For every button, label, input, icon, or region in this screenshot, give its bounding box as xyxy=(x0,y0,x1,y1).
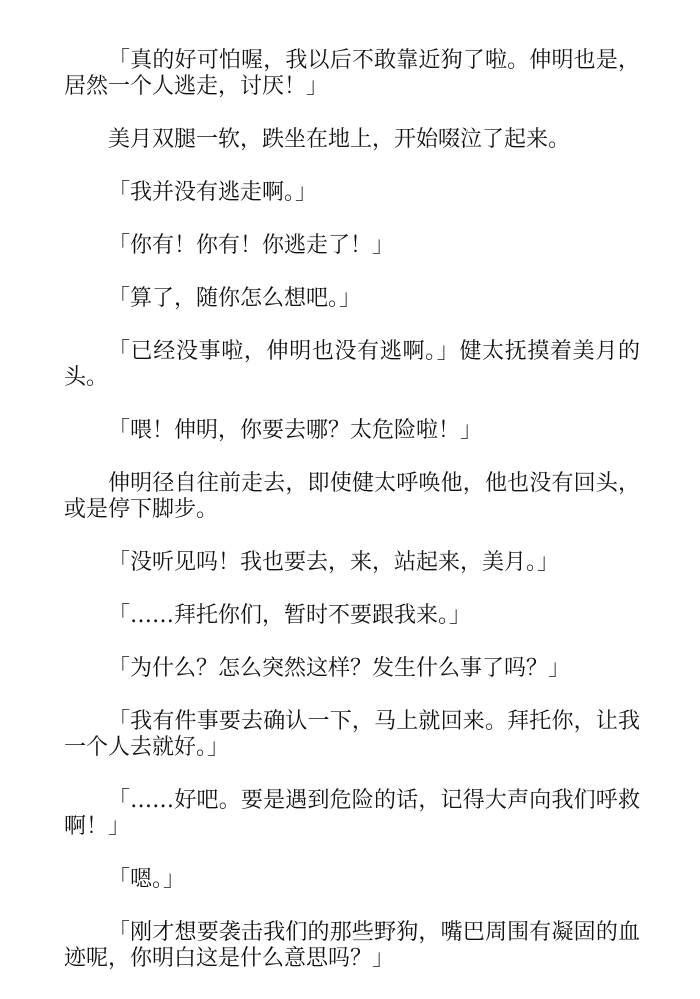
paragraph: 「刚才想要袭击我们的那些野狗，嘴巴周围有凝固的血迹呢，你明白这是什么意思吗？」 xyxy=(64,920,640,971)
paragraph: 「喂！伸明，你要去哪？太危险啦！」 xyxy=(108,418,483,443)
paragraph: 「为什么？怎么突然这样？发生什么事了吗？」 xyxy=(108,656,571,681)
paragraph: 「我并没有逃走啊。」 xyxy=(108,180,318,205)
paragraph: 「算了，随你怎么想吧。」 xyxy=(108,286,362,311)
paragraph: 「……好吧。要是遇到危险的话，记得大声向我们呼救啊！」 xyxy=(64,788,640,839)
paragraph: 美月双腿一软，跌坐在地上，开始啜泣了起来。 xyxy=(108,127,571,152)
paragraph: 「嗯。」 xyxy=(108,867,186,892)
paragraph: 「你有！你有！你逃走了！」 xyxy=(108,233,395,258)
paragraph: 「……拜托你们，暂时不要跟我来。」 xyxy=(108,603,472,628)
paragraph: 「我有件事要去确认一下，马上就回来。拜托你，让我一个人去就好。」 xyxy=(64,709,640,760)
document-body xyxy=(64,48,640,999)
paragraph: 「已经没事啦，伸明也没有逃啊。」健太抚摸着美月的头。 xyxy=(64,339,640,390)
paragraph: 「没听见吗！我也要去，来，站起来，美月。」 xyxy=(108,550,560,575)
paragraph: 「真的好可怕喔，我以后不敢靠近狗了啦。伸明也是，居然一个人逃走，讨厌！」 xyxy=(64,48,640,99)
paragraph: 伸明径自往前走去，即使健太呼唤他，他也没有回头，或是停下脚步。 xyxy=(64,471,640,522)
